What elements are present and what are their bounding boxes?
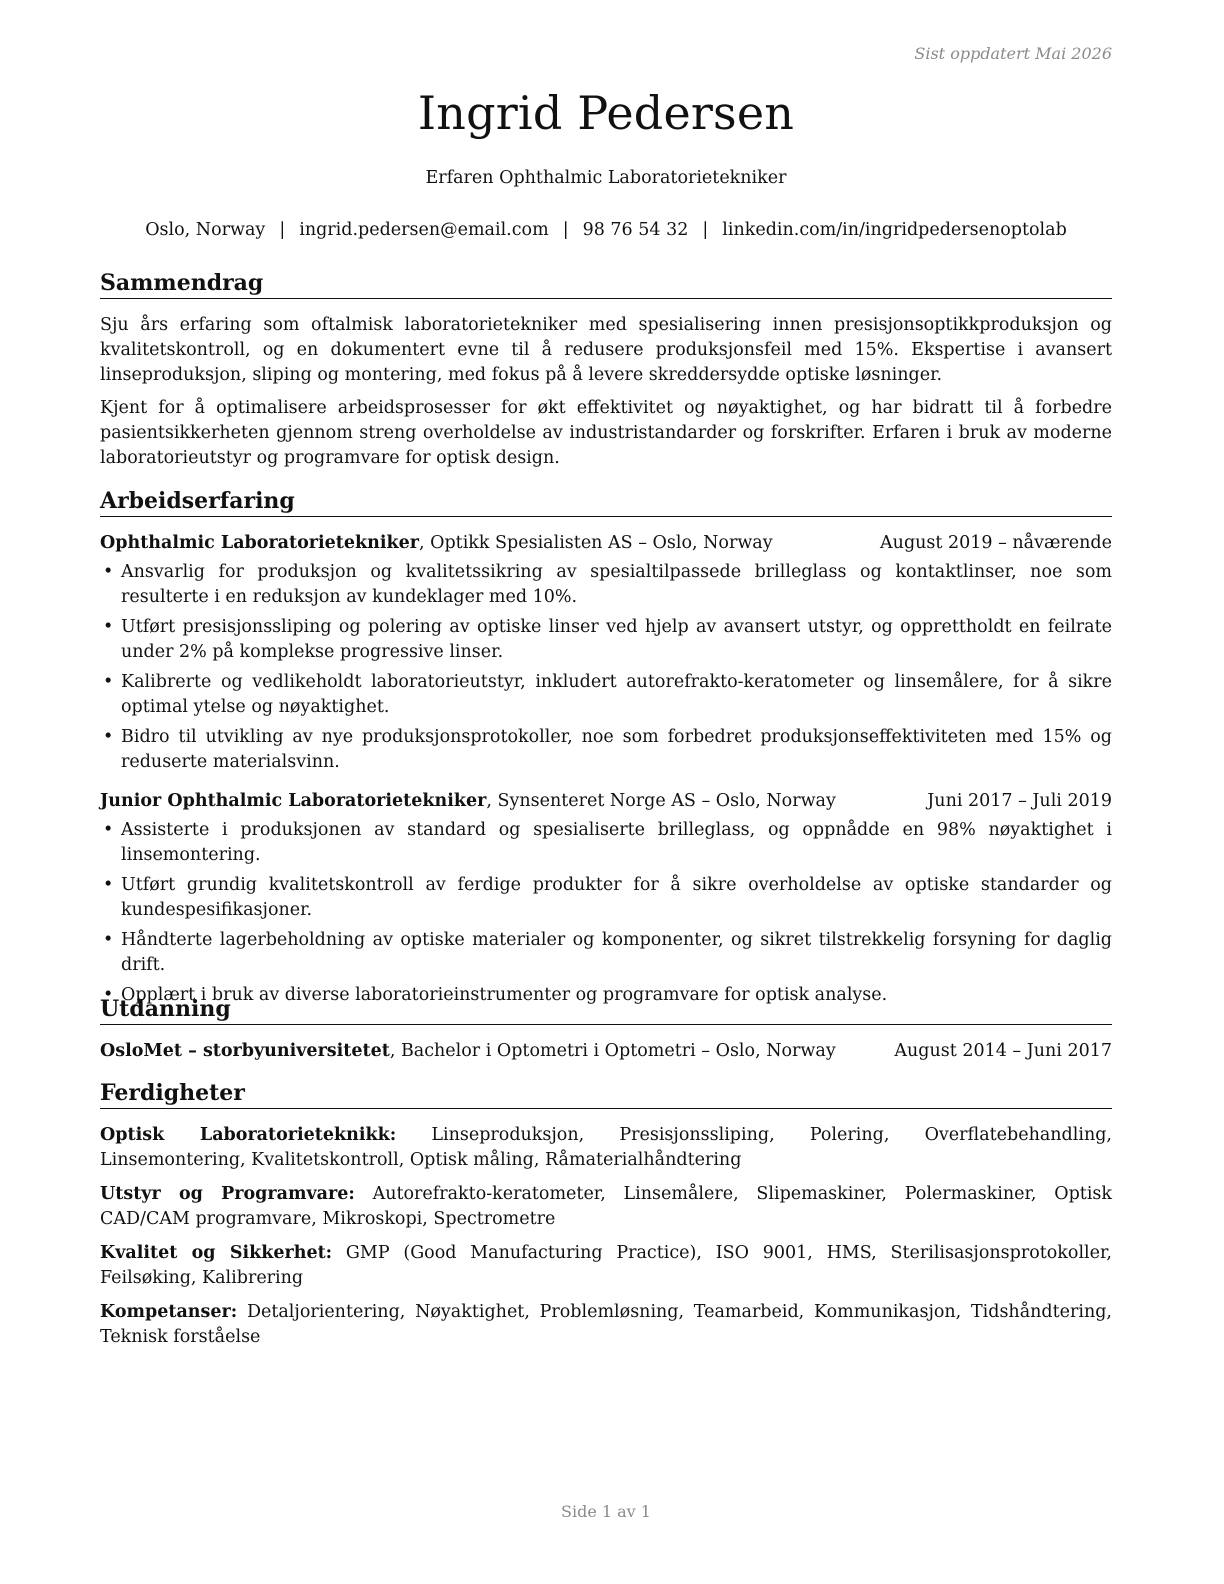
job-header: [100, 789, 1112, 814]
summary-paragraph: Sju års erfaring som oftalmisk laboratorietekniker med spesialisering innen presisjonsoptikkproduksjon og kvalitetskontroll, og en dokumentert evne til å redusere produksjonsfeil med 15%. Ekspertise i avansert linseproduksjon, sliping og montering, med fokus på å levere skreddersydde optiske løsninger.: [100, 315, 1112, 385]
education-section: [100, 996, 1112, 1068]
job-dates: Juni 2017 – Juli 2019: [927, 791, 1112, 811]
contact-linkedin[interactable]: linkedin.com/in/ingridpedersenoptolab: [722, 220, 1067, 240]
section-title-experience: Arbeidserfaring: [100, 488, 1112, 517]
skill-list: GMP (Good Manufacturing Practice), ISO 9001, HMS, Sterilisasjonsprotokoller, Feilsøking, Kalibrering: [100, 1243, 1112, 1288]
list-item: • Opplært i bruk av diverse laboratorieinstrumenter og programvare for optisk analyse.: [100, 983, 1112, 1008]
skill-group: [100, 1123, 1112, 1173]
education-dates: August 2014 – Juni 2017: [894, 1041, 1112, 1061]
experience-section: [100, 488, 1112, 1013]
skill-label: Kvalitet og Sikkerhet:: [100, 1243, 333, 1263]
skills-section: [100, 1080, 1112, 1359]
last-updated: Sist oppdatert Mai 2026: [914, 44, 1112, 63]
education-entry: [100, 1039, 1112, 1064]
skill-group: [100, 1182, 1112, 1232]
skill-label: Utstyr og Programvare:: [100, 1184, 355, 1204]
skill-list: Linseproduksjon, Presisjonssliping, Polering, Overflatebehandling, Linsemontering, Kvalitetskontroll, Optisk måling, Råmaterialhåndtering: [100, 1125, 1112, 1170]
skill-group: [100, 1300, 1112, 1350]
contact-location: Oslo, Norway: [145, 220, 266, 240]
list-item: • Utført grundig kvalitetskontroll av ferdige produkter for å sikre overholdelse av optiske standarder og kundespesifikasjoner.: [100, 873, 1112, 923]
job-header: [100, 531, 1112, 556]
skill-label: Kompetanser:: [100, 1302, 238, 1322]
skill-label: Optisk Laboratorieteknikk:: [100, 1125, 397, 1145]
list-item: • Utført presisjonssliping og polering av optiske linser ved hjelp av avansert utstyr, og opprettholdt en feilrate under 2% på komplekse progressive linser.: [100, 615, 1112, 665]
headline: Erfaren Ophthalmic Laboratorietekniker: [425, 168, 787, 188]
job-role: Junior Ophthalmic Laboratorietekniker: [100, 791, 487, 811]
list-item: • Håndterte lagerbeholdning av optiske materialer og komponenter, og sikret tilstrekkelig forsyning for daglig drift.: [100, 928, 1112, 978]
section-title-summary: Sammendrag: [100, 270, 1112, 299]
skill-list: Autorefrakto-keratometer, Linsemålere, Slipemaskiner, Polermaskiner, Optisk CAD/CAM programvare, Mikroskopi, Spectrometre: [100, 1184, 1113, 1229]
summary-paragraph: Kjent for å optimalisere arbeidsprosesser for økt effektivitet og nøyaktighet, og har bidratt til å forbedre pasientsikkerheten gjennom streng overholdelse av industristandarder og forskrifter. Erfaren i bruk av moderne laboratorieutstyr og programvare for optisk design.: [100, 398, 1112, 468]
list-item: • Bidro til utvikling av nye produksjonsprotokoller, noe som forbedret produksjonseffektiviteten med 15% og reduserte materialsvinn.: [100, 725, 1112, 775]
education-degree: , Bachelor i Optometri i Optometri – Oslo, Norway: [389, 1041, 836, 1061]
candidate-name: Ingrid Pedersen: [417, 86, 795, 140]
job-bullets: [100, 818, 1112, 1008]
job-org: , Optikk Spesialisten AS – Oslo, Norway: [418, 533, 773, 553]
education-school: OsloMet – storbyuniversitetet: [100, 1041, 390, 1061]
list-item: • Ansvarlig for produksjon og kvalitetssikring av spesialtilpassede brilleglass og kontaktlinser, noe som resulterte i en reduksjon av kundeklager med 10%.: [100, 560, 1112, 610]
contact-separator: |: [279, 220, 286, 240]
contact-line: [100, 220, 1112, 240]
summary-section: [100, 270, 1112, 479]
job-role: Ophthalmic Laboratorietekniker: [100, 533, 419, 553]
section-title-skills: Ferdigheter: [100, 1080, 1112, 1109]
job-dates: August 2019 – nåværende: [880, 533, 1112, 553]
resume-page: [100, 0, 1112, 1584]
job-bullets: [100, 560, 1112, 775]
section-title-education: Utdanning: [100, 996, 1112, 1025]
contact-email[interactable]: ingrid.pedersen@email.com: [299, 220, 549, 240]
list-item: • Assisterte i produksjonen av standard og spesialiserte brilleglass, og oppnådde en 98% nøyaktighet i linsemontering.: [100, 818, 1112, 868]
contact-phone: 98 76 54 32: [582, 220, 689, 240]
job-org: , Synsenteret Norge AS – Oslo, Norway: [486, 791, 836, 811]
page-number: Side 1 av 1: [561, 1502, 651, 1521]
skill-list: Detaljorientering, Nøyaktighet, Problemløsning, Teamarbeid, Kommunikasjon, Tidshåndtering, Teknisk forståelse: [100, 1302, 1112, 1347]
skill-group: [100, 1241, 1112, 1291]
contact-separator: |: [562, 220, 569, 240]
list-item: • Kalibrerte og vedlikeholdt laboratorieutstyr, inkludert autorefrakto-keratometer og linsemålere, for å sikre optimal ytelse og nøyaktighet.: [100, 670, 1112, 720]
contact-separator: |: [702, 220, 709, 240]
